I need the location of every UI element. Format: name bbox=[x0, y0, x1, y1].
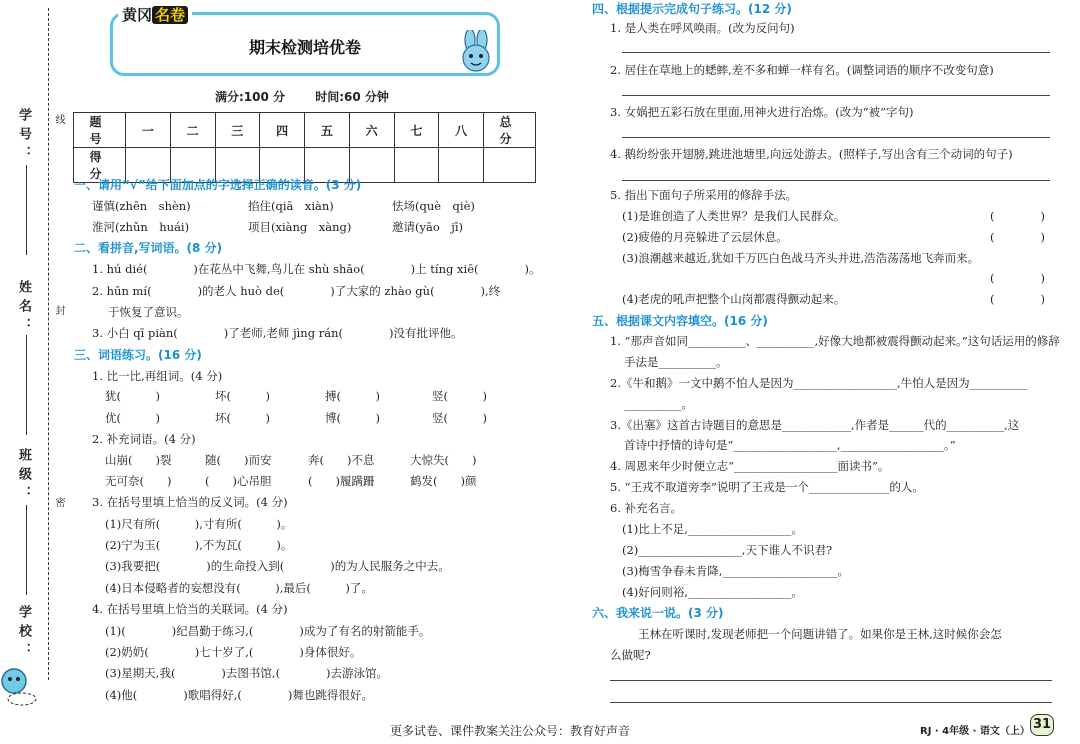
compare-pair bbox=[325, 388, 380, 426]
brand-text-b: 名卷 bbox=[152, 6, 188, 24]
proverb-blank: (3)梅雪争春未肯降,____________________。 bbox=[622, 564, 849, 578]
section-6-heading: 六、我来说一说。(3 分) bbox=[592, 606, 724, 620]
compare-item: 坏( ) bbox=[215, 411, 270, 425]
answer-line[interactable] bbox=[622, 137, 1050, 138]
fill-blank-cont: 首诗中抒情的诗句是“__________________,__________________。” bbox=[624, 438, 956, 452]
compare-item: 坏( ) bbox=[215, 389, 270, 403]
score-header-cell: 一 bbox=[126, 113, 171, 148]
brand-text-a: 黄冈 bbox=[122, 6, 153, 24]
score-header-cell: 二 bbox=[170, 113, 215, 148]
pinyin-choice[interactable]: 怯场(què qiè) bbox=[392, 199, 475, 213]
answer-line[interactable] bbox=[610, 702, 1052, 703]
name-line bbox=[26, 335, 27, 435]
rhetoric-item: (4)老虎的吼声把整个山岗都震得颤动起来。 bbox=[622, 292, 846, 306]
answer-paren[interactable]: ( ) bbox=[990, 292, 1045, 306]
brand-logo bbox=[118, 4, 192, 25]
rhetoric-item: (3)浪潮越来越近,犹如千万匹白色战马齐头并进,浩浩荡荡地飞奔而来。 bbox=[622, 251, 980, 265]
idiom-blank: 无可奈( ) bbox=[105, 474, 172, 488]
page-title: 期末检测培优卷 bbox=[248, 38, 361, 57]
score-header-cell: 四 bbox=[260, 113, 305, 148]
proverb-blank: (1)比上不足,__________________。 bbox=[622, 522, 803, 536]
score-table bbox=[73, 112, 540, 183]
rhetoric-item: (1)是谁创造了人类世界？是我们人民群众。 bbox=[622, 209, 846, 223]
score-header-cell: 三 bbox=[215, 113, 260, 148]
idiom-blank: 奔( )不息 bbox=[308, 453, 375, 467]
rabbit-mascot-icon bbox=[448, 30, 500, 78]
conjunction-item: (2)奶奶( )七十岁了,( )身体很好。 bbox=[105, 645, 362, 659]
compare-item: 搏( ) bbox=[325, 389, 380, 403]
answer-line[interactable] bbox=[622, 52, 1050, 53]
pinyin-question: 1. hú dié( )在花丛中飞舞,鸟儿在 shù shāo( )上 tíng xiē( )。 bbox=[92, 262, 541, 276]
section-3-heading: 三、词语练习。(16 分) bbox=[74, 348, 202, 362]
compare-item: 优( ) bbox=[105, 411, 160, 425]
score-input-cell[interactable] bbox=[394, 148, 439, 183]
compare-item: 竖( ) bbox=[432, 389, 487, 403]
page-number: 31 bbox=[1030, 714, 1054, 736]
compare-pair bbox=[432, 388, 487, 426]
pinyin-choice[interactable]: 谨慎(zhēn shèn) bbox=[92, 199, 191, 213]
section-1-heading: 一、请用“√”给下面加点的字选择正确的读音。(3 分) bbox=[74, 178, 362, 192]
class-line bbox=[26, 505, 27, 595]
fill-blank: 4. 周恩来年少时便立志“__________________面读书”。 bbox=[610, 459, 890, 473]
compare-pair bbox=[215, 388, 270, 426]
student-number-line bbox=[26, 165, 27, 255]
question-title: 1. 比一比,再组词。(4 分) bbox=[92, 369, 223, 383]
idiom-blank: 山崩( )裂 bbox=[105, 453, 172, 467]
score-input-cell[interactable] bbox=[484, 148, 536, 183]
idiom-blank: 大惊失( ) bbox=[410, 453, 477, 467]
score-header-cell: 八 bbox=[439, 113, 484, 148]
fill-blank: 1. “那声音如同__________、__________,好像大地都被震得颤动起来。”这句话运用的修辞 bbox=[610, 334, 1060, 348]
fill-blank: 3.《出塞》这首古诗题目的意思是____________,作者是______代的__________,这 bbox=[610, 418, 1020, 432]
section-2-heading: 二、看拼音,写词语。(8 分) bbox=[74, 241, 223, 255]
fill-blank: 5. “王戎不取道旁李”说明了王戎是一个______________的人。 bbox=[610, 480, 924, 494]
fill-blank: 2.《牛和鹅》一文中鹅不怕人是因为__________________,牛怕人是因为__________ bbox=[610, 376, 1028, 390]
answer-line[interactable] bbox=[610, 680, 1052, 681]
question-title: 2. 补充词语。(4 分) bbox=[92, 432, 196, 446]
idiom-blank: ( )心吊胆 bbox=[205, 474, 272, 488]
sentence-task: 2. 居住在草地上的蟋蟀,差不多和蝉一样有名。(调整词语的顺序不改变句意) bbox=[610, 63, 994, 77]
pinyin-question: 2. hūn mí( )的老人 huò de( )了大家的 zhào gù( ),终 bbox=[92, 284, 501, 298]
sentence-task: 1. 是人类在呼风唤雨。(改为反问句) bbox=[610, 21, 795, 35]
answer-line[interactable] bbox=[622, 180, 1050, 181]
score-header-cell: 五 bbox=[305, 113, 350, 148]
binding-margin bbox=[0, 0, 70, 744]
mark-line: 线 bbox=[53, 114, 64, 124]
antonym-item: (1)尺有所( ),寸有所( )。 bbox=[105, 517, 293, 531]
fold-line bbox=[48, 8, 49, 680]
school-label: 学校： bbox=[16, 605, 31, 662]
rhetoric-item: (2)疲倦的月亮躲进了云层休息。 bbox=[622, 230, 788, 244]
name-label: 姓名： bbox=[16, 280, 31, 337]
full-score: 满分:100 分 bbox=[215, 90, 286, 104]
score-header-cell: 总 分 bbox=[484, 113, 536, 148]
student-number-label: 学号： bbox=[16, 108, 31, 165]
exam-meta bbox=[215, 88, 415, 105]
sentence-task: 3. 女娲把五彩石放在里面,用神火进行冶炼。(改为“被”字句) bbox=[610, 105, 914, 119]
question-title: 6. 补充名言。 bbox=[610, 501, 683, 515]
pinyin-choice[interactable]: 掐住(qiā xiàn) bbox=[248, 199, 334, 213]
idiom-blank: 随( )而安 bbox=[205, 453, 272, 467]
question-title: 4. 在括号里填上恰当的关联词。(4 分) bbox=[92, 602, 288, 616]
answer-paren[interactable]: ( ) bbox=[990, 209, 1045, 223]
score-header-cell: 题 号 bbox=[74, 113, 126, 148]
answer-line[interactable] bbox=[622, 95, 1050, 96]
conjunction-item: (3)星期天,我( )去图书馆,( )去游泳馆。 bbox=[105, 666, 389, 680]
score-header-cell: 六 bbox=[349, 113, 394, 148]
compare-item: 犹( ) bbox=[105, 389, 160, 403]
pinyin-choice[interactable]: 淮河(zhǔn huái) bbox=[92, 220, 190, 234]
time-limit: 时间:60 分钟 bbox=[315, 90, 389, 104]
section-4-heading: 四、根据提示完成句子练习。(12 分) bbox=[592, 2, 792, 16]
question-title: 5. 指出下面句子所采用的修辞手法。 bbox=[610, 188, 798, 202]
question-title: 3. 在括号里填上恰当的反义词。(4 分) bbox=[92, 495, 288, 509]
compare-pair bbox=[105, 388, 160, 426]
fill-blank-cont: 手法是__________。 bbox=[624, 355, 728, 369]
answer-paren[interactable]: ( ) bbox=[990, 230, 1045, 244]
score-table-header-row bbox=[74, 113, 536, 148]
score-row-label: 得 分 bbox=[74, 148, 126, 183]
antonym-item: (2)宁为玉( ),不为瓦( )。 bbox=[105, 538, 293, 552]
mascot-small-icon bbox=[0, 655, 42, 715]
answer-paren[interactable]: ( ) bbox=[990, 271, 1045, 285]
conjunction-item: (4)他( )歌唱得好,( )舞也跳得很好。 bbox=[105, 688, 373, 702]
speaking-prompt: 王林在听课时,发现老师把一个问题讲错了。如果你是王林,这时候你会怎 bbox=[638, 627, 1002, 641]
pinyin-choice[interactable]: 项目(xiàng xàng) bbox=[248, 220, 352, 234]
proverb-blank: (2)__________________,天下谁人不识君? bbox=[622, 543, 833, 557]
score-header-cell: 七 bbox=[394, 113, 439, 148]
sentence-task: 4. 鹅纷纷张开翅膀,跳进池塘里,向远处游去。(照样子,写出含有三个动词的句子) bbox=[610, 147, 1013, 161]
conjunction-item: (1)( )纪昌勤于练习,( )成为了有名的射箭能手。 bbox=[105, 624, 431, 638]
antonym-item: (3)我要把( )的生命投入到( )的为人民服务之中去。 bbox=[105, 559, 450, 573]
mark-seal: 封 bbox=[53, 305, 64, 315]
pinyin-question: 3. 小白 qī piàn( )了老师,老师 jìng rán( )没有批评他。 bbox=[92, 326, 463, 340]
section-5-heading: 五、根据课文内容填空。(16 分) bbox=[592, 314, 768, 328]
pinyin-choice[interactable]: 邀请(yāo jī) bbox=[392, 220, 463, 234]
idiom-blank: 鹤发( )颜 bbox=[410, 474, 477, 488]
score-input-cell[interactable] bbox=[439, 148, 484, 183]
proverb-blank: (4)好问则裕,__________________。 bbox=[622, 585, 803, 599]
pinyin-question-cont: 于恢复了意识。 bbox=[108, 305, 189, 319]
fill-blank-cont: __________。 bbox=[624, 397, 693, 411]
compare-item: 博( ) bbox=[325, 411, 380, 425]
compare-item: 竖( ) bbox=[432, 411, 487, 425]
page-info: RJ · 4年级 · 语文（上） bbox=[920, 726, 1030, 737]
idiom-blank: ( )履蹒跚 bbox=[308, 474, 375, 488]
speaking-prompt-cont: 么做呢? bbox=[610, 648, 651, 662]
mark-dense: 密 bbox=[53, 497, 64, 507]
antonym-item: (4)日本侵略者的妄想没有( ),最后( )了。 bbox=[105, 581, 373, 595]
class-label: 班级： bbox=[16, 448, 31, 505]
footer-note: 更多试卷、课件教案关注公众号：教育好声音 bbox=[390, 724, 631, 738]
